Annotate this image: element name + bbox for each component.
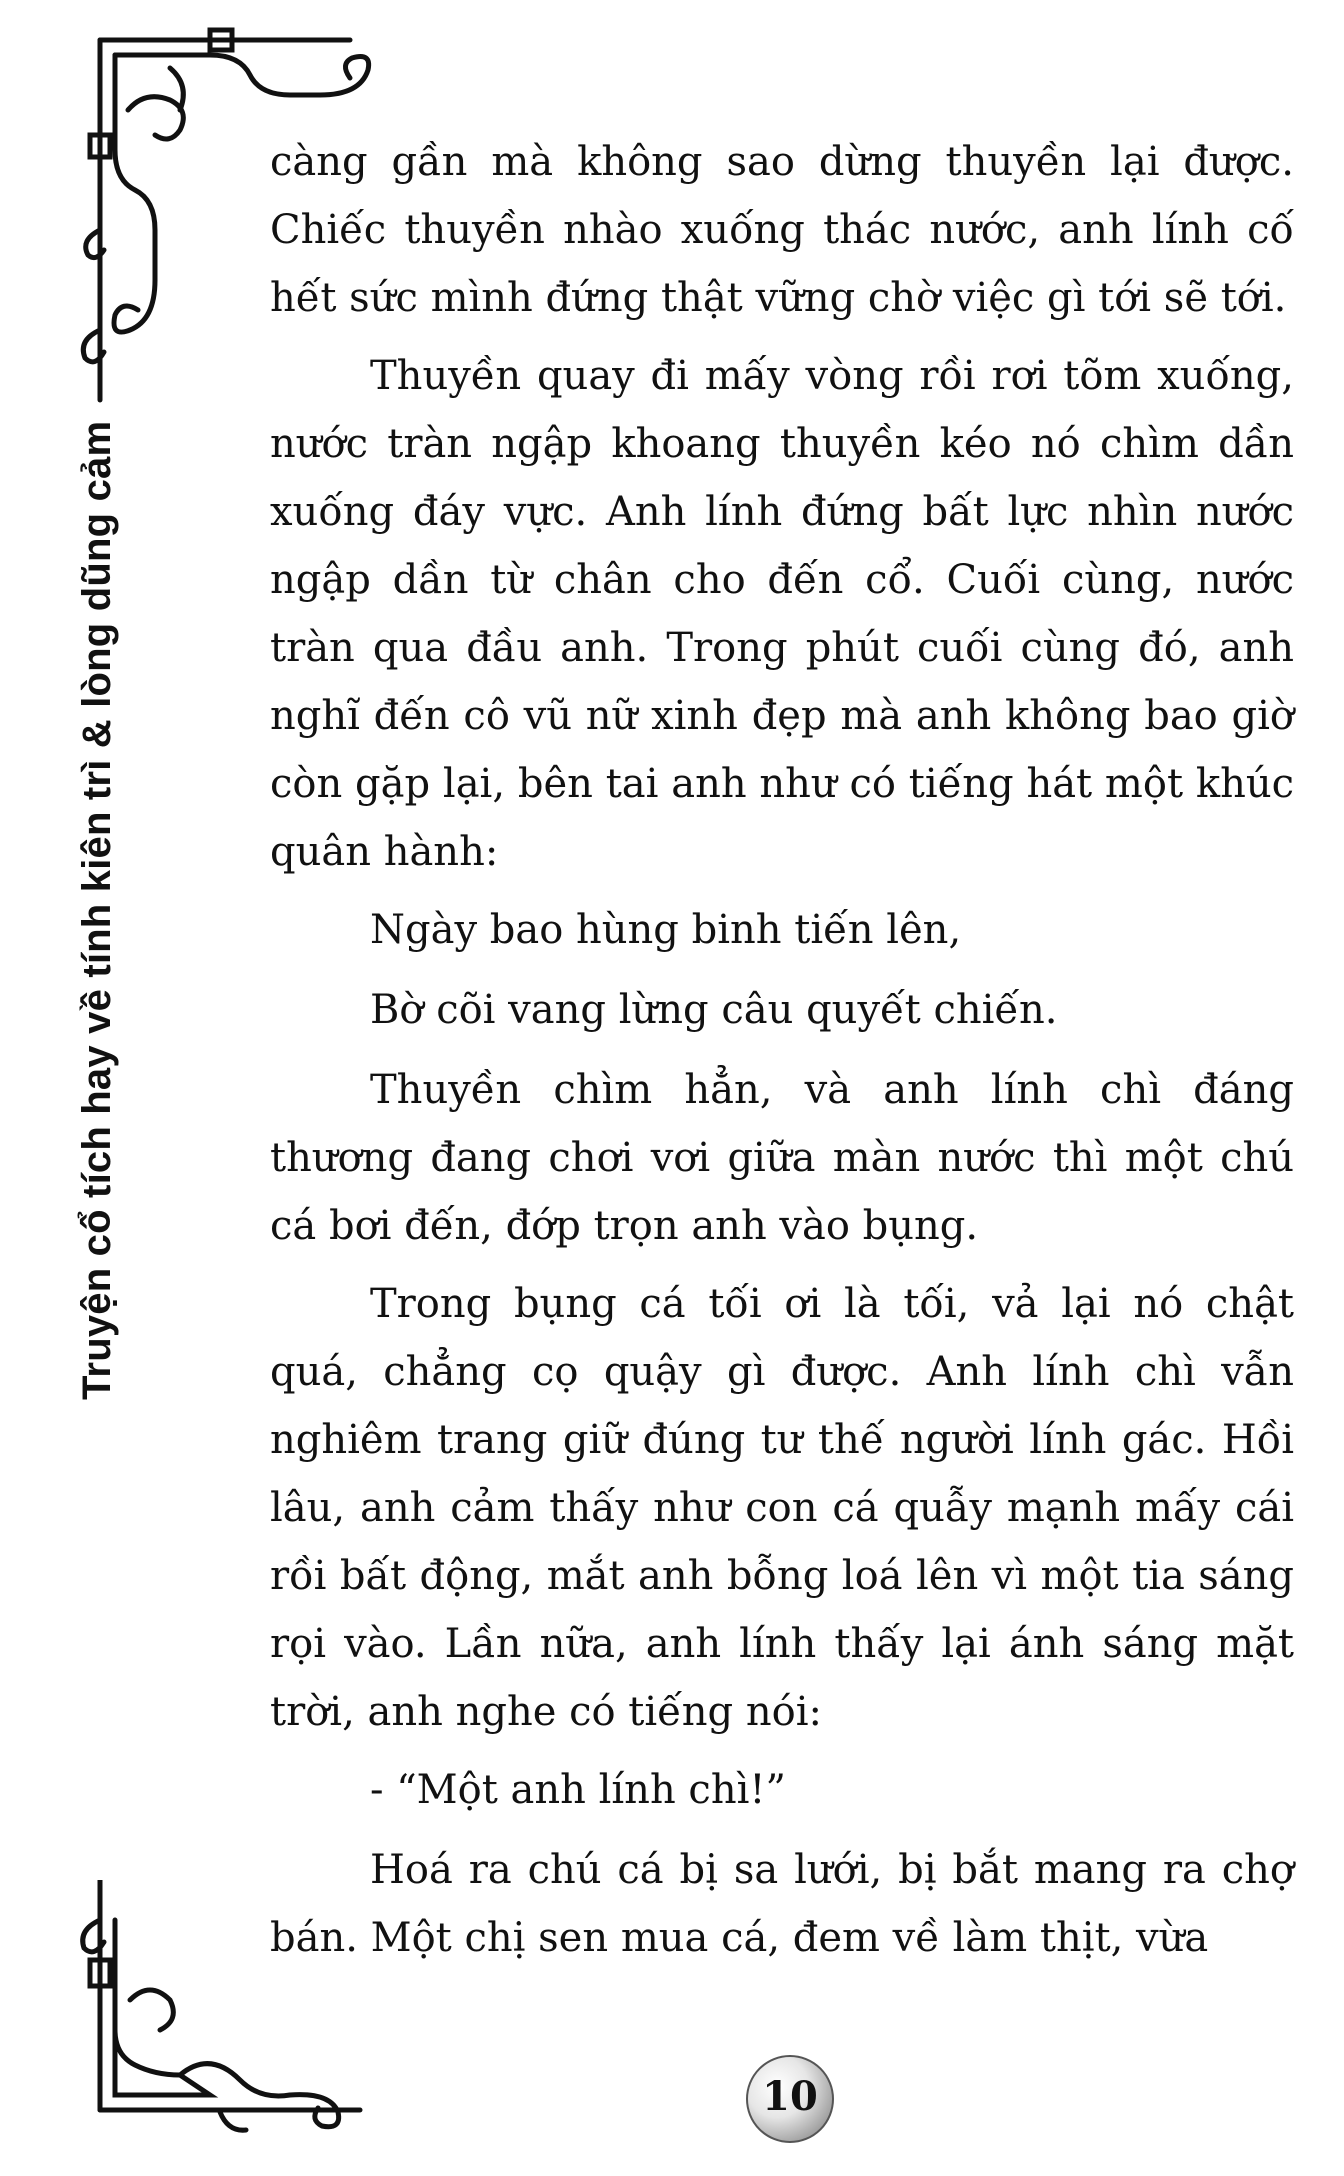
dialogue-line: - “Một anh lính chì!”	[370, 1767, 786, 1813]
running-title: Truyện cổ tích hay về tính kiên trì & lòng dũng cảm	[75, 420, 119, 1400]
body-text	[270, 128, 1294, 1982]
corner-ornament-bottom-icon	[60, 1880, 380, 2150]
paragraph-5: Hoá ra chú cá bị sa lưới, bị bắt mang ra chợ bán. Một chị sen mua cá, đem về làm thịt, vừa	[270, 1847, 1294, 1961]
paragraph-4: Trong bụng cá tối ơi là tối, vả lại nó chật quá, chẳng cọ quậy gì được. Anh lính chì vẫn nghiêm trang giữ đúng tư thế người lính gác. Hồi lâu, anh cảm thấy như con cá quẫy mạnh mấy cái rồi bất động, mắt anh bỗng loá lên vì một tia sáng rọi vào. Lần nữa, anh lính thấy lại ánh sáng mặt trời, anh nghe có tiếng nói:	[270, 1281, 1294, 1735]
page-number-badge	[730, 2055, 850, 2151]
paragraph-3: Thuyền chìm hẳn, và anh lính chì đáng thương đang chơi vơi giữa màn nước thì một chú cá bơi đến, đớp trọn anh vào bụng.	[270, 1067, 1294, 1249]
paragraph-2: Thuyền quay đi mấy vòng rồi rơi tõm xuống, nước tràn ngập khoang thuyền kéo nó chìm dần xuống đáy vực. Anh lính đứng bất lực nhìn nước ngập dần từ chân cho đến cổ. Cuối cùng, nước tràn qua đầu anh. Trong phút cuối cùng đó, anh nghĩ đến cô vũ nữ xinh đẹp mà anh không bao giờ còn gặp lại, bên tai anh như có tiếng hát một khúc quân hành:	[270, 353, 1294, 875]
verse-line-1: Ngày bao hùng binh tiến lên,	[370, 907, 962, 953]
verse-line-2: Bờ cõi vang lừng câu quyết chiến.	[370, 987, 1058, 1033]
page-number: 10	[762, 2073, 818, 2120]
paragraph-1: càng gần mà không sao dừng thuyền lại được. Chiếc thuyền nhào xuống thác nước, anh lính cố hết sức mình đứng thật vững chờ việc gì tới sẽ tới.	[270, 139, 1294, 321]
